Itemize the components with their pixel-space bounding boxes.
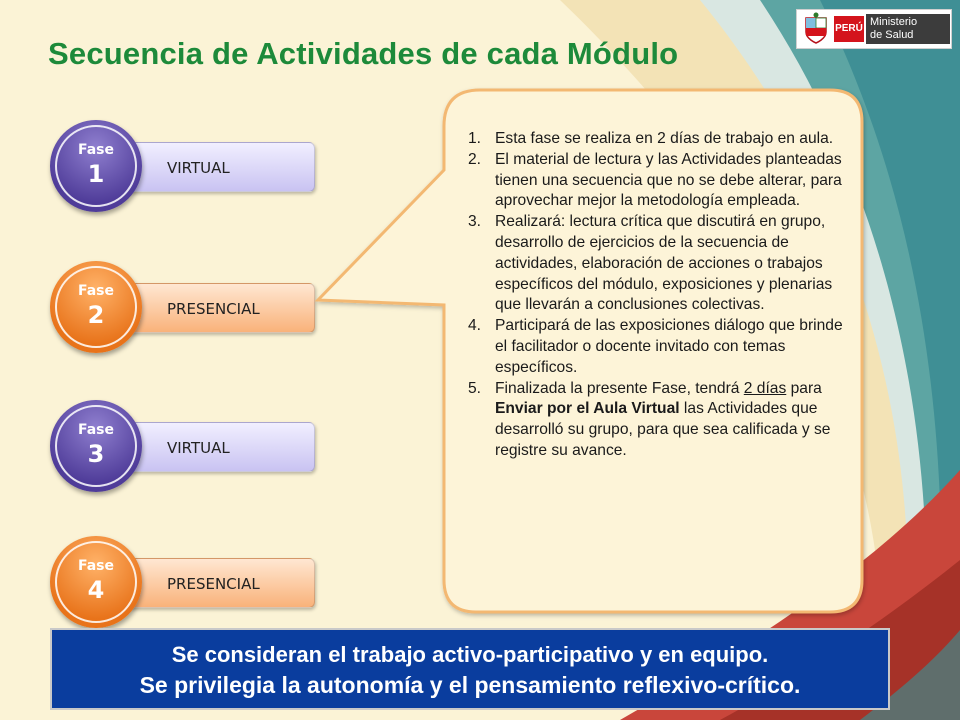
callout-item-2: 2. El material de lectura y las Actividades planteadas tienen una secuencia que no se debe alterar, para aprovechar mejor la metodología empleada. bbox=[468, 150, 842, 210]
callout-item-1: 1. Esta fase se realiza en 2 días de trabajo en aula. bbox=[468, 130, 834, 147]
callout-item-5-bold: Enviar por el Aula Virtual bbox=[495, 400, 680, 418]
phase-4-mode: PRESENCIAL bbox=[167, 575, 260, 593]
phase-1-label: Fase bbox=[77, 142, 115, 158]
callout-item-5: 5. Finalizada la presente Fase, tendrá 2 días para Enviar por el Aula Virtual las Actividades que desarrolló su grupo, para que sea calificada y se registre su avance. bbox=[468, 379, 831, 459]
callout-item-5-underlined: 2 días bbox=[743, 379, 787, 397]
footer-line-2: Se privilegia la autonomía y el pensamiento reflexivo-crítico. bbox=[139, 672, 801, 698]
peru-label: PERÚ bbox=[834, 16, 864, 42]
phase-3-number: 3 bbox=[87, 440, 105, 468]
ministry-line-2: de Salud bbox=[870, 29, 914, 41]
phase-3-mode: VIRTUAL bbox=[167, 439, 230, 457]
phase-1-number: 1 bbox=[87, 160, 105, 188]
callout-item-1-text: Esta fase se realiza en 2 días de trabajo en aula. bbox=[495, 130, 834, 147]
callout-item-4-text: Participará de las exposiciones diálogo que brinde el facilitador o docente invitado con temas específicos. bbox=[495, 317, 843, 376]
ministry-line-1: Ministerio bbox=[870, 16, 918, 28]
callout-item-3-text: Realizará: lectura crítica que discutirá en grupo, desarrollo de ejercicios de la secuencia de actividades, elaboración de acciones o trabajos específicos del módulo, exposiciones y plenarias que llevarán a conclusiones colectivas. bbox=[495, 213, 833, 314]
footer-banner bbox=[50, 628, 890, 710]
page-title: Secuencia de Actividades de cada Módulo bbox=[48, 36, 679, 71]
footer-line-1: Se consideran el trabajo activo-participativo y en equipo. bbox=[171, 642, 769, 667]
phase-2-label: Fase bbox=[77, 283, 115, 299]
callout-item-2-text: El material de lectura y las Actividades planteadas tienen una secuencia que no se debe alterar, para aprovechar mejor la metodología empleada. bbox=[495, 150, 842, 210]
phase-1-mode: VIRTUAL bbox=[167, 159, 230, 177]
callout-item-3: 3. Realizará: lectura crítica que discutirá en grupo, desarrollo de ejercicios de la secuencia de actividades, elaboración de acciones o trabajos específicos del módulo, exposiciones y plenarias que llevarán a conclusiones colectivas. bbox=[468, 213, 833, 314]
phase-4-number: 4 bbox=[87, 576, 105, 604]
callout-list bbox=[465, 129, 845, 462]
phase-2-number: 2 bbox=[87, 301, 105, 329]
phase-2-mode: PRESENCIAL bbox=[167, 300, 260, 318]
phase-4-label: Fase bbox=[77, 558, 115, 574]
phase-3-label: Fase bbox=[77, 422, 115, 438]
callout-item-4: 4. Participará de las exposiciones diálogo que brinde el facilitador o docente invitado con temas específicos. bbox=[468, 317, 843, 376]
